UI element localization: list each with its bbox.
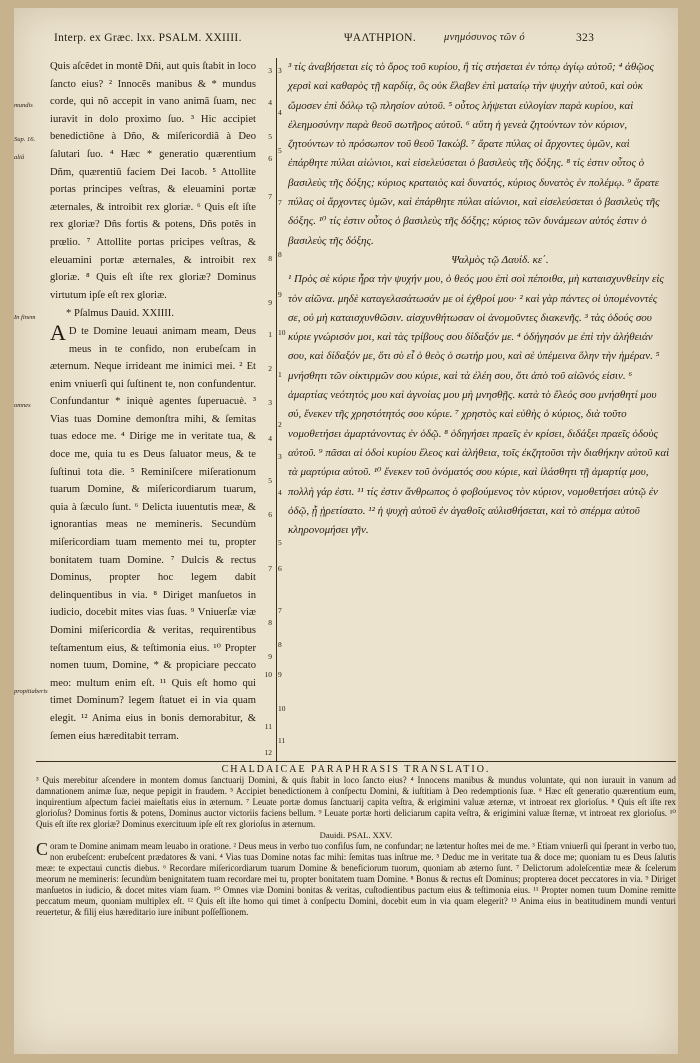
running-head-center: ΨΑΛΤΗΡΙΟΝ. <box>344 32 416 44</box>
chaldaic-psalm-25-heading: Dauidi. PSAL. XXV. <box>319 830 393 840</box>
latin-psalm-25-title: * Pſalmus Dauid. XXIIII. <box>66 308 174 320</box>
margin-note: aliâ <box>14 154 25 161</box>
margin-note: Sup. 16. <box>14 136 36 143</box>
latin-dropcap: A <box>50 319 66 345</box>
chaldaic-psalm-25-body <box>36 841 676 918</box>
latin-psalm-25-text: D te Domine leuaui animam meam, Deus meus in te confido, non erubeſcam in æternum. Neque irrideant me inimici mei. ² Et enim vniuerſi qui ſuſtinent te, non confundentur. Confundantur * iniquè agentes ſuperuacuè. ³ Vias tuas Domine demonſtra mihi, & ſemitas tuas edoce me. ⁴ Dirige me in veritate tua, & doce me, quia tu es Deus ſaluator meus, & te ſuſtinui tota die. ⁵ Reminiſcere miſerationum tuarum Domine, & miſericordiarum tuarum, quia à ſæculo ſunt. ⁶ Delicta iuuentutis meæ, & ignorantias meas ne memineris. Secundùm miſericordiam tuam memento mei tu, propter bonitatem tuam Domine. ⁷ Dulcis & rectus Dominus, propter hoc legem dabit delinquentibus in via. ⁸ Diriget manſuetos in iudicio, docebit mites vias ſuas. ⁹ Vniuerſæ viæ Domini miſericordia & veritas, requirentibus teſtamentum eius, & teſtimonia eius. ¹⁰ Propter nomen tuum, Domine, * & propiciare peccato meo: multum enim eſt. ¹¹ Quis eſt homo qui timet Dominum? legem ſtatuet ei in via quam elegit. ¹² Anima eius in bonis demorabitur, & ſemen eius hæreditabit terram. <box>50 325 256 742</box>
chaldaic-psalm-25-text: oram te Domine animam meam leuabo in oratione. ² Deus meus in verbo tuo confiſus ſum, ne confundar; ne lætentur hoſtes mei de me. ³ Etiam vniuerſi qui ſperant in verbo tuo, non erubeſcent: erubeſcent prædatores & vani. ⁴ Vias tuas Domine notas fac mihi: ſemitas tuas inſtrue me. ⁵ Deduc me in veritate tua & doce me; quoniam tu es Deus ſalutis meæ: te expectaui cunctis diebus. ⁶ Recordare miſericordiarum tuarum Domine & beneficiorum tuorum, quoniam ab æterno ſunt. ⁷ Delictorum adoleſcentiæ meæ & ſcelerum meorum ne memineris: ſecundùm benignitatem tuam recordare mei tu, propter bonitatem tuam Domine. ⁸ Bonus & rectus eſt Dominus; propterea docet peccatores in via. ⁹ Diriget manſuetos in iudicio, & docet mites viam ſuam. ¹⁰ Omnes viæ Domini bonitas & veritas, cuſtodientibus pactum eius & teſtimonia eius. ¹¹ Propter nomen tuum Domine remitte peccatum meum, quoniam multiplex eſt. ¹² Quis eſt iſte homo qui timet à conſpectu Domini, docebit eum in via quam elegerit? ¹³ Anima eius in beatitudinem mundi venturi reuertetur, & filij eius hæreditario iure inibunt poſſeſſionem. <box>36 841 676 917</box>
running-head-left: Interp. ex Græc. lxx. PSALM. XXIIII. <box>54 32 242 44</box>
chaldaic-title: CHALDAICAE PARAPHRASIS TRANSLATIO. <box>221 764 491 775</box>
greek-psalm-25-text: ¹ Πρὸς σὲ κύριε ἦρα τὴν ψυχήν μου, ὁ θεός μου ἐπὶ σοὶ πέποιθα, μὴ καταισχυνθείην εἰς τὸν αἰῶνα. μηδὲ καταγελασάτωσάν με οἱ ἐχθροί μου· ² καὶ γὰρ πάντες οἱ ὑπομένοντές σε, οὐ μὴ καταισχυνθῶσιν. αἰσχυνθήτωσαν οἱ ἀνομοῦντες διακενῆς. ³ τὰς ὁδούς σου κύριε γνώρισόν μοι, καὶ τὰς τρίβους σου δίδαξόν με. ⁴ ὁδήγησόν με ἐπὶ τὴν ἀλήθειάν σου, καὶ δίδαξόν με, ὅτι σὺ εἶ ὁ θεὸς ὁ σωτήρ μου, καὶ σὲ ὑπέμεινα ὅλην τὴν ἡμέραν. ⁵ μνήσθητι τῶν οἰκτιρμῶν σου κύριε, καὶ τὰ ἐλέη σου, ὅτι ἀπὸ τοῦ αἰῶνός εἰσιν. ⁶ ἁμαρτίας νεότητός μου καὶ ἀγνοίας μου μὴ μνησθῇς. κατὰ τὸ ἔλεός σου μνήσθητί μου σύ, ἕνεκεν τῆς χρηστότητός σου κύριε. ⁷ χρηστὸς καὶ εὐθὴς ὁ κύριος, διὰ τοῦτο νομοθετήσει ἁμαρτάνοντας ἐν ὁδῷ. ⁸ ὁδηγήσει πραεῖς ἐν κρίσει, διδάξει πραεῖς ὁδοὺς αὐτοῦ. ⁹ πᾶσαι αἱ ὁδοὶ κυρίου ἔλεος καὶ ἀλήθεια, τοῖς ἐκζητοῦσι τὴν διαθήκην αὐτοῦ καὶ τὰ μαρτύρια αὐτοῦ. ¹⁰ ἕνεκεν τοῦ ὀνόματός σου κύριε, καὶ ἱλάσθητι τῇ ἁμαρτίᾳ μου, πολλὴ γάρ ἐστι. ¹¹ τίς ἐστιν ἄνθρωπος ὁ φοβούμενος τὸν κύριον, νομοθετήσει αὐτῷ ἐν ὁδῷ, ᾗ ᾑρετίσατο. ¹² ἡ ψυχὴ αὐτοῦ ἐν ἀγαθοῖς αὐλισθήσεται, καὶ τὸ σπέρμα αὐτοῦ κληρονομήσει γῆν. <box>288 273 670 537</box>
latin-psalm-24-text: Quis aſcẽdet in montẽ Dñi, aut quis ſtabit in loco ſancto eius? ² Innocẽs manibus & * mundus corde, qui nõ accepit in vano animã ſuam, nec iuravit in dolo proximo ſuo. ³ Hic accipiet benedictiõne à Dño, & miſericordiã à Deo ſalutari ſuo. ⁴ Hæc * generatio quærentium Dñm, quærentiũ faciem Dei Iacob. ⁵ Attollite portas principes veſtras, & eleuamini portæ æternales, & introibit rex gloriæ. ⁶ Quis eſt iſte rex gloriæ? Dñs fortis & potens, Dñs potẽs in prœlio. ⁷ Attollite portas pricipes veſtras, & eleuamini portæ æternales, & introibit rex gloriæ. ⁸ Quis eſt iſte rex gloriæ? Dominus virtutum ipſe eſt rex gloriæ. <box>50 61 256 301</box>
chaldaic-psalm-24-text: ³ Quis merebitur aſcendere in montem domus ſanctuarij Domini, & quis ſtabit in loco ſancto eius? ⁴ Innocens manibus & mundus voluntate, qui non iurauit in vanum ad damnationem animæ ſuæ, neque pepigit in fraudem. ⁵ Accipiet benedictionem à conſpectu Domini, & iuſtitiam à Deo redemptionis ſuæ. ⁶ Hæc eſt generatio quærentium eum, inquirentium aſpectum faciei maieſtatis eius in æternum. ⁷ Leuate portæ domus ſanctuarij capita veſtra, & erigimini valuæ æternæ, vt introeat rex glorioſus. ⁸ Quis eſt iſte rex glorioſus? Dominus fortis & potens, Dominus auctor victoriis faciens bellum. ⁹ Leuate portæ horti deliciarum capita veſtra, & erigimini valuæ ſternæ, vt introeat rex glorioſus. ¹⁰ Quis eſt iſte rex gloriæ? Dominus exercituum ipſe eſt rex glorioſus in æternum. <box>36 775 676 829</box>
latin-column <box>50 58 256 745</box>
latin-psalm-25-body <box>50 319 256 745</box>
page-number: 323 <box>576 32 595 44</box>
column-divider <box>276 58 277 761</box>
section-divider <box>36 761 676 762</box>
margin-note: mundis <box>14 102 33 109</box>
greek-column <box>288 58 672 540</box>
running-head <box>34 32 674 52</box>
book-page: Interp. ex Græc. lxx. PSALM. XXIIII. ΨΑΛΤΗΡΙΟΝ. μνημόσυνος τῶν ό 323 mundis Sup. 16. aliâ In finem omnes propitiaberis Quis aſcẽdet in montẽ Dñi, aut quis ſtabit in loco ſancto eius? ² Innocẽs manibus & * mundus corde, qui nõ accepit in vano animã ſuam, nec iuravit in dolo proximo ſuo. ³ Hic accipiet benedictiõne à Dño, & miſericordiã à Deo ſalutari ſuo. ⁴ Hæc * generatio quærentium Dñm, quærentiũ faciem Dei Iacob. ⁵ Attollite portas principes veſtras, & eleuamini portæ æternales, & introibit rex gloriæ. ⁶ Quis eſt iſte rex gloriæ? Dñs fortis & potens, Dñs potẽs in prœlio. ⁷ Attollite portas pricipes veſtras, & eleuamini portæ æternales, & introibit rex gloriæ. ⁸ Quis eſt iſte rex gloriæ? Dominus virtutum ipſe eſt rex gloriæ. * Pſalmus Dauid. XXIIII. A D te Domine leuaui animam meam, Deus meus in te confido, non erubeſcam in æternum. Neque irrideant me inimici mei. ² Et enim vniuerſi qui ſuſtinent te, non confundentur. Confundantur * iniquè agentes ſuperuacuè. ³ Vias tuas Domine demonſtra mihi, & ſemitas tuas edoce me. ⁴ Dirige me in veritate tua, & doce me, quia tu es Deus ſaluator meus, & te ſuſtinui tota die. ⁵ Reminiſcere miſerationum tuarum Domine, & miſericordiarum tuarum, quia à ſæculo ſunt. ⁶ Delicta iuuentutis meæ, & ignorantias meas ne memineris. Secundùm miſericordiam tuam memento mei tu, propter bonitatem tuam Domine. ⁷ Dulcis & rectus Dominus, propter hoc legem dabit delinquentibus in via. ⁸ Diriget manſuetos in iudicio, docebit mites vias ſuas. ⁹ Vniuerſæ viæ Domini miſericordia & veritas, requirentibus teſtamentum eius, & teſtimonia eius. ¹⁰ Propter nomen tuum, Domine, * & propiciare peccato meo: multum enim eſt. ¹¹ Quis eſt homo qui timet Dominum? legem ſtatuet ei in via quam elegit. ¹² Anima eius in bonis demorabitur, & ſemen eius hæreditabit terram. 3 4 5 6 7 8 9 1 2 3 4 5 6 7 8 9 10 11 12 3 4 5 7 8 9 10 1 2 3 4 5 6 7 8 9 10 11 ³ τίς ἀναβήσεται εἰς τὸ ὄρος τοῦ κυρίου, ἢ τίς στήσεται ἐν τόπῳ ἁγίῳ αὐτοῦ; ⁴ ἀθῷος χερσὶ καὶ καθαρὸς τῇ καρδίᾳ, ὃς οὐκ ἔλαβεν ἐπὶ ματαίῳ τὴν ψυχὴν αὐτοῦ, καὶ οὐκ ὤμοσεν ἐπὶ δόλῳ τῷ πλησίον αὐτοῦ. ⁵ οὗτος λήψεται εὐλογίαν παρὰ κυρίου, καὶ ἐλεημοσύνην παρὰ θεοῦ σωτῆρος αὐτοῦ. ⁶ αὕτη ἡ γενεὰ ζητούντων τὸν κύριον, ζητούντων τὸ πρόσωπον τοῦ θεοῦ Ἰακώβ. ⁷ ἄρατε πύλας οἱ ἄρχοντες ὑμῶν, καὶ ἐπάρθητε πύλαι αἰώνιοι, καὶ εἰσελεύσεται ὁ βασιλεὺς τῆς δόξης. ⁸ τίς ἐστιν οὗτος ὁ βασιλεὺς τῆς δόξης; κύριος κραταιὸς καὶ δυνατός, κύριος δυνατὸς ἐν πολέμῳ. ⁹ ἄρατε πύλας οἱ ἄρχοντες ὑμῶν, καὶ ἐπάρθητε πύλαι αἰώνιοι, καὶ εἰσελεύσεται ὁ βασιλεὺς τῆς δόξης. ¹⁰ τίς ἐστιν οὗτος ὁ βασιλεὺς τῆς δόξης; κύριος τῶν δυνάμεων αὐτός ἐστιν ὁ βασιλεὺς τῆς δόξης. Ψαλμὸς τῷ Δαυίδ. κε΄. ¹ Πρὸς σὲ κύριε ἦρα τὴν ψυχήν μου, ὁ θεός μου ἐπὶ σοὶ πέποιθα, μὴ καταισχυνθείην εἰς τὸν αἰῶνα. μηδὲ καταγελασάτωσάν με οἱ ἐχθροί μου· ² καὶ γὰρ πάντες οἱ ὑπομένοντές σε, οὐ μὴ καταισχυνθῶσιν. αἰσχυνθήτωσαν οἱ ἀνομοῦντες διακενῆς. ³ τὰς ὁδούς σου κύριε γνώρισόν μοι, καὶ τὰς τρίβους σου δίδαξόν με. ⁴ ὁδήγησόν με ἐπὶ τὴν ἀλήθειάν σου, καὶ δίδαξόν με, ὅτι σὺ εἶ ὁ θεὸς ὁ σωτήρ μου, καὶ σὲ ὑπέμεινα ὅλην τὴν ἡμέραν. ⁵ μνήσθητι τῶν οἰκτιρμῶν σου κύριε, καὶ τὰ ἐλέη σου, ὅτι ἀπὸ τοῦ αἰῶνός εἰσιν. ⁶ ἁμαρτίας νεότητός μου καὶ ἀγνοίας μου μὴ μνησθῇς. κατὰ τὸ ἔλεός σου μνήσθητί μου σύ, ἕνεκεν τῆς χρηστότητός σου κύριε. ⁷ χρηστὸς καὶ εὐθὴς ὁ κύριος, διὰ τοῦτο νομοθετήσει ἁμαρτάνοντας ἐν ὁδῷ. ⁸ ὁδηγήσει πραεῖς ἐν κρίσει, διδάξει πραεῖς ὁδοὺς αὐτοῦ. ⁹ πᾶσαι αἱ ὁδοὶ κυρίου ἔλεος καὶ ἀλήθεια, τοῖς ἐκζητοῦσι τὴν διαθήκην αὐτοῦ καὶ τὰ μαρτύρια αὐτοῦ. ¹⁰ ἕνεκεν τοῦ ὀνόματός σου κύριε, καὶ ἱλάσθητι τῇ ἁμαρτίᾳ μου, πολλὴ γάρ ἐστι. ¹¹ τίς ἐστιν ἄνθρωπος ὁ φοβούμενος τὸν κύριον, νομοθετήσει αὐτῷ ἐν ὁδῷ, ᾗ ᾑρετίσατο. ¹² ἡ ψυχὴ αὐτοῦ ἐν ἀγαθοῖς αὐλισθήσεται, καὶ τὸ σπέρμα αὐτοῦ κληρονομήσει γῆν. CHALDAICAE PARAPHRASIS TRANSLATIO. ³ Quis merebitur aſcendere in montem domus ſanctuarij Domini, & quis ſtabit in loco ſancto eius? ⁴ Innocens manibus & mundus voluntate, qui non iurauit in vanum ad damnationem animæ ſuæ, neque pepigit in fraudem. ⁵ Accipiet benedictionem à conſpectu Domini, & iuſtitiam à Deo redemptionis ſuæ. ⁶ Hæc eſt generatio quærentium eum, inquirentium aſpectum faciei maieſtatis eius in æternum. ⁷ Leuate portæ domus ſanctuarij capita veſtra, & erigimini valuæ æternæ, vt introeat rex glorioſus. ⁸ Quis eſt iſte rex glorioſus? Dominus fortis & potens, Dominus auctor victoriis faciens bellum. ⁹ Leuate portæ horti deliciarum capita veſtra, & erigimini valuæ ſternæ, vt introeat rex glorioſus. ¹⁰ Quis eſt iſte rex gloriæ? Dominus exercituum ipſe eſt rex glorioſus in æternum. Dauidi. PSAL. XXV. Coram te Domine animam meam leuabo in oratione. ² Deus meus in verbo tuo confiſus ſum, ne confundar; ne lætentur hoſtes mei de me. ³ Etiam vniuerſi qui ſperant in verbo tuo, non erubeſcent: erubeſcent prædatores & vani. ⁴ Vias tuas Domine notas fac mihi: ſemitas tuas inſtrue me. ⁵ Deduc me in veritate tua & doce me; quoniam tu es Deus ſalutis meæ: te expectaui cunctis diebus. ⁶ Recordare miſericordiarum tuarum Domine & beneficiorum tuorum, quoniam ab æterno ſunt. ⁷ Delictorum adoleſcentiæ meæ & ſcelerum meorum ne memineris: ſecundùm benignitatem tuam recordare mei tu, propter bonitatem tuam Domine. ⁸ Bonus & rectus eſt Dominus; propterea docet peccatores in via. ⁹ Diriget manſuetos in iudicio, & docet mites viam ſuam. ¹⁰ Omnes viæ Domini bonitas & veritas, cuſtodientibus pactum eius & teſtimonia eius. ¹¹ Propter nomen tuum Domine remitte peccatum meum, quoniam multiplex eſt. ¹² Quis eſt iſte homo qui timet à conſpectu Domini, docebit eum in via quam elegerit? ¹³ Anima eius in beatitudinem mundi venturi reuertetur, & filij eius hæreditario iure inibunt poſſeſſionem. <box>14 8 678 1054</box>
chaldaic-dropcap: C <box>36 839 49 859</box>
chaldaic-paraphrase <box>36 764 676 918</box>
greek-psalm-24-text: ³ τίς ἀναβήσεται εἰς τὸ ὄρος τοῦ κυρίου, ἢ τίς στήσεται ἐν τόπῳ ἁγίῳ αὐτοῦ; ⁴ ἀθῷος χερσὶ καὶ καθαρὸς τῇ καρδίᾳ, ὃς οὐκ ἔλαβεν ἐπὶ ματαίῳ τὴν ψυχὴν αὐτοῦ, καὶ οὐκ ὤμοσεν ἐπὶ δόλῳ τῷ πλησίον αὐτοῦ. ⁵ οὗτος λήψεται εὐλογίαν παρὰ κυρίου, καὶ ἐλεημοσύνην παρὰ θεοῦ σωτῆρος αὐτοῦ. ⁶ αὕτη ἡ γενεὰ ζητούντων τὸν κύριον, ζητούντων τὸ πρόσωπον τοῦ θεοῦ Ἰακώβ. ⁷ ἄρατε πύλας οἱ ἄρχοντες ὑμῶν, καὶ ἐπάρθητε πύλαι αἰώνιοι, καὶ εἰσελεύσεται ὁ βασιλεὺς τῆς δόξης. ⁸ τίς ἐστιν οὗτος ὁ βασιλεὺς τῆς δόξης; κύριος κραταιὸς καὶ δυνατός, κύριος δυνατὸς ἐν πολέμῳ. ⁹ ἄρατε πύλας οἱ ἄρχοντες ὑμῶν, καὶ ἐπάρθητε πύλαι αἰώνιοι, καὶ εἰσελεύσεται ὁ βασιλεὺς τῆς δόξης. ¹⁰ τίς ἐστιν οὗτος ὁ βασιλεὺς τῆς δόξης; κύριος τῶν δυνάμεων αὐτός ἐστιν ὁ βασιλεὺς τῆς δόξης. <box>288 61 660 247</box>
margin-note: propitiaberis <box>14 688 48 695</box>
greek-psalm-25-title: Ψαλμὸς τῷ Δαυίδ. κε΄. <box>451 253 549 266</box>
margin-note: omnes <box>14 402 31 409</box>
running-head-greek-note: μνημόσυνος τῶν ό <box>444 32 525 43</box>
margin-note: In finem <box>14 314 36 321</box>
